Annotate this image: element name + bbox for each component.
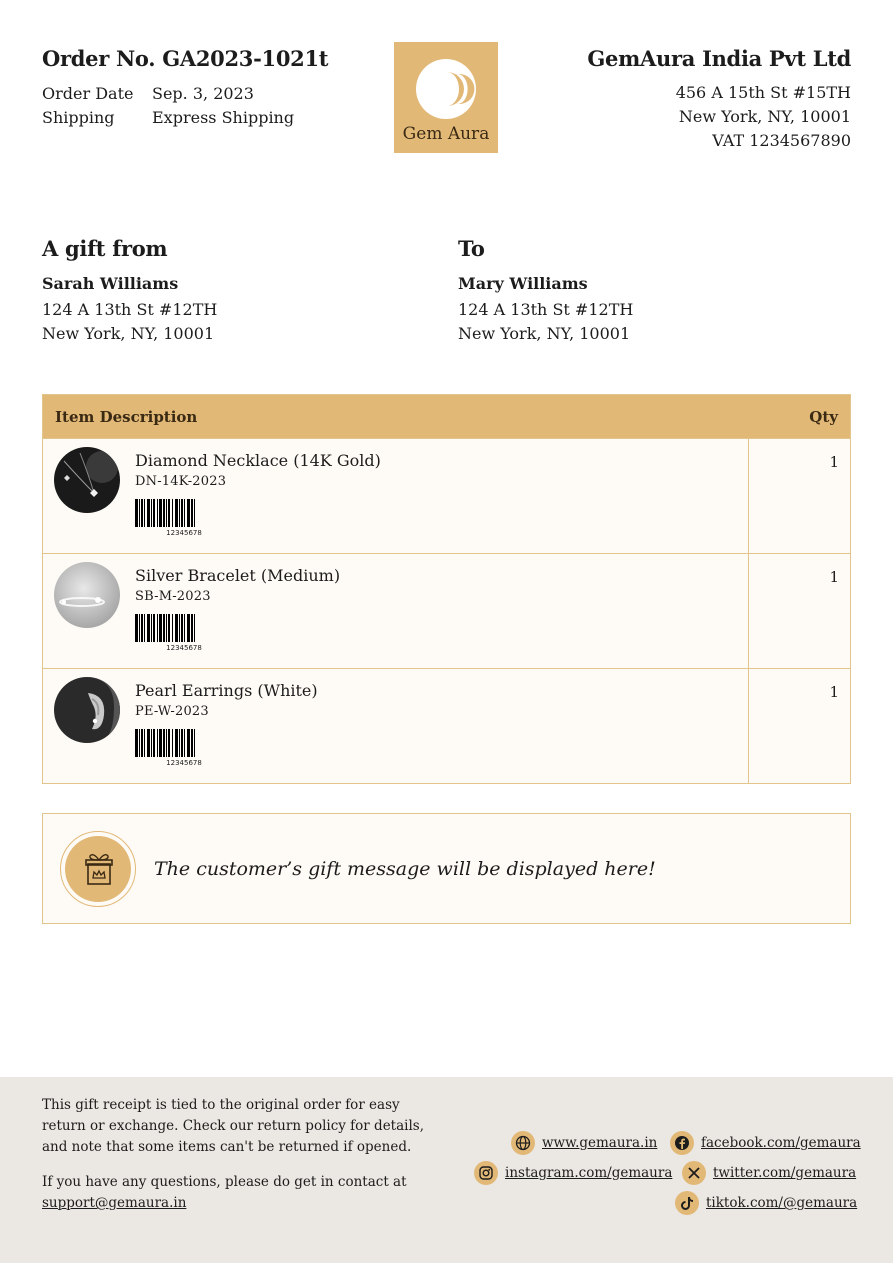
instagram-link-text[interactable]: instagram.com/gemaura <box>505 1165 673 1181</box>
barcode-icon <box>135 729 233 757</box>
website-link-text[interactable]: www.gemaura.in <box>542 1135 658 1151</box>
gift-message-text: The customer’s gift message will be displayed here! <box>154 858 656 880</box>
recipient-address-line-1: 124 A 13th St #12TH <box>458 300 634 319</box>
barcode-number: 12345678 <box>166 759 202 767</box>
item-sku: PE-W-2023 <box>135 704 209 719</box>
item-name: Pearl Earrings (White) <box>135 681 318 700</box>
shipping-value: Express Shipping <box>152 108 295 127</box>
company-name: GemAura India Pvt Ltd <box>587 46 851 71</box>
order-meta <box>42 82 294 130</box>
sender-address-line-2: New York, NY, 10001 <box>42 324 215 343</box>
item-sku: DN-14K-2023 <box>135 474 227 489</box>
contact-text: If you have any questions, please do get in contact at <box>42 1174 407 1190</box>
shipping-label: Shipping <box>42 108 115 127</box>
company-address-line-2: New York, NY, 10001 <box>678 107 851 126</box>
facebook-link[interactable] <box>670 1131 861 1155</box>
instagram-icon <box>474 1161 498 1185</box>
instagram-link[interactable] <box>474 1161 672 1185</box>
item-qty: 1 <box>829 453 839 471</box>
return-policy-text: This gift receipt is tied to the original order for easy return or exchange. Check our return policy for details, and note that some items can't be returned if opened. <box>42 1097 425 1155</box>
sender-name: Sarah Williams <box>42 274 179 293</box>
items-table <box>42 394 851 784</box>
item-name: Diamond Necklace (14K Gold) <box>135 451 381 470</box>
globe-icon <box>511 1131 535 1155</box>
table-row <box>43 668 850 783</box>
table-row <box>43 553 850 668</box>
col-qty: Qty <box>809 407 838 426</box>
gift-from-heading: A gift from <box>42 236 168 261</box>
order-number: Order No. GA2023-1021t <box>42 46 329 71</box>
logo-wordmark: Gem Aura <box>402 124 490 144</box>
twitter-link[interactable] <box>682 1161 856 1185</box>
barcode-icon <box>135 614 233 642</box>
item-qty: 1 <box>829 568 839 586</box>
recipient-name: Mary Williams <box>458 274 588 293</box>
barcode-icon <box>135 499 233 527</box>
order-date-value: Sep. 3, 2023 <box>152 84 254 103</box>
gift-to-section <box>458 236 838 346</box>
gift-message-box <box>42 813 851 924</box>
x-twitter-icon <box>682 1161 706 1185</box>
company-vat: VAT 1234567890 <box>712 131 851 150</box>
tiktok-icon <box>675 1191 699 1215</box>
necklace-thumbnail <box>54 447 120 513</box>
tiktok-link[interactable] <box>675 1191 857 1215</box>
item-sku: SB-M-2023 <box>135 589 211 604</box>
gift-icon <box>60 831 136 907</box>
earrings-thumbnail <box>54 677 120 743</box>
footer-text <box>42 1095 432 1214</box>
company-address-line-1: 456 A 15th St #15TH <box>675 83 851 102</box>
facebook-link-text[interactable]: facebook.com/gemaura <box>701 1135 861 1151</box>
tiktok-link-text[interactable]: tiktok.com/@gemaura <box>706 1195 858 1211</box>
moon-logo-icon <box>416 59 476 119</box>
twitter-link-text[interactable]: twitter.com/gemaura <box>713 1165 857 1181</box>
company-info <box>587 46 851 153</box>
sender-address-line-1: 124 A 13th St #12TH <box>42 300 218 319</box>
footer <box>0 1077 893 1263</box>
bracelet-thumbnail <box>54 562 120 628</box>
items-table-header <box>43 395 850 438</box>
gemaura-logo <box>394 42 498 153</box>
order-date-label: Order Date <box>42 84 134 103</box>
table-row <box>43 438 850 553</box>
recipient-address-line-2: New York, NY, 10001 <box>458 324 631 343</box>
receipt-header <box>42 42 851 162</box>
item-qty: 1 <box>829 683 839 701</box>
col-item-description: Item Description <box>55 407 198 426</box>
item-name: Silver Bracelet (Medium) <box>135 566 341 585</box>
website-link[interactable] <box>511 1131 657 1155</box>
barcode-number: 12345678 <box>166 644 202 652</box>
gift-from-section <box>42 236 422 346</box>
barcode-number: 12345678 <box>166 529 202 537</box>
facebook-icon <box>670 1131 694 1155</box>
gift-to-heading: To <box>458 236 485 261</box>
support-email-link[interactable]: support@gemaura.in <box>42 1195 187 1211</box>
